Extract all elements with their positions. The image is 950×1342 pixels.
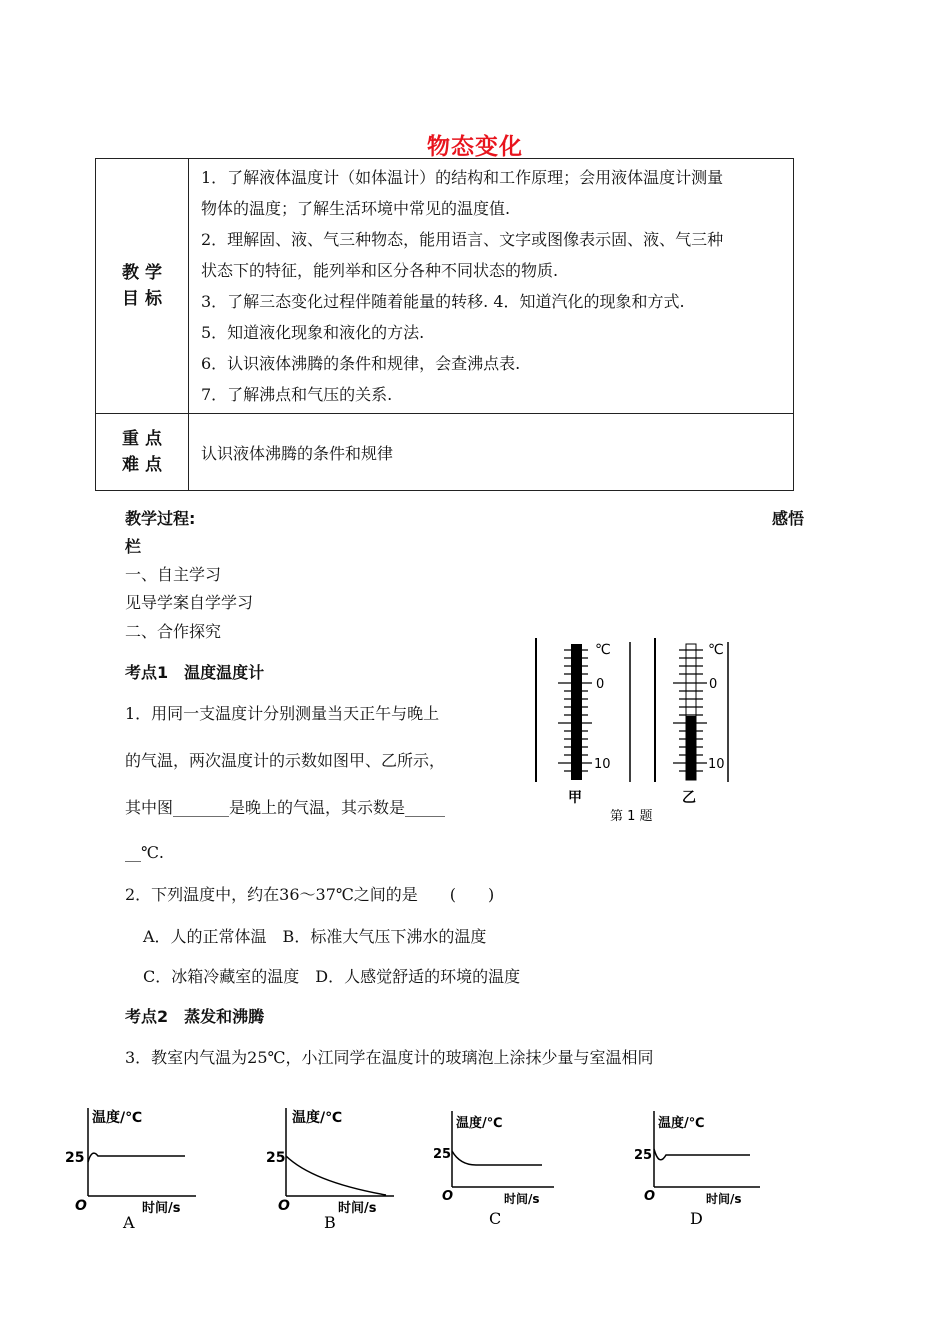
question-1-line: 的气温，两次温度计的示数如图甲、乙所示，: [125, 751, 446, 770]
side-column-label-tail: 栏: [125, 537, 142, 556]
jia-unit-label: ℃: [595, 642, 611, 658]
x-axis-label: 时间/s: [142, 1201, 181, 1216]
temperature-curve: [654, 1149, 750, 1160]
y-axis-label: 温度/℃: [292, 1110, 343, 1126]
section-self-study-text: 见导学案自学学习: [125, 593, 254, 612]
origin-label: O: [442, 1189, 454, 1204]
question-2-options-row1: A．人的正常体温 B．标准大气压下沸水的温度: [143, 927, 487, 946]
figure-caption: 第 1 题: [610, 809, 653, 824]
objective-line: 6．认识液体沸腾的条件和规律，会查沸点表.: [201, 354, 521, 373]
objective-line: 3．了解三态变化过程伴随着能量的转移. 4．知道汽化的现象和方式.: [201, 292, 685, 311]
objective-line: 1．了解液体温度计（如体温计）的结构和工作原理；会用液体温度计测量: [201, 168, 724, 187]
question-2: 2．下列温度中，约在36～37℃之间的是 ( ): [125, 885, 495, 904]
graph-option-b: [268, 1100, 398, 1230]
yi-unit-label: ℃: [708, 642, 724, 658]
objectives-table: [95, 158, 794, 491]
label-jia: 甲: [568, 790, 582, 806]
objective-line: 2．理解固、液、气三种物态，能用语言、文字或图像表示固、液、气三种: [201, 230, 724, 249]
thermometer-jia: [536, 638, 630, 806]
label-yi: 乙: [682, 790, 696, 806]
graph-option-c: [432, 1105, 562, 1230]
x-axis-label: 时间/s: [504, 1192, 540, 1206]
section-self-study: 一、自主学习: [125, 565, 222, 584]
question-2-options-row2: C．冰箱冷藏室的温度 D．人感觉舒适的环境的温度: [143, 967, 521, 986]
origin-label: O: [75, 1198, 87, 1214]
jia-tick-zero: 0: [596, 677, 605, 692]
side-column-label: 感悟: [772, 509, 805, 528]
objectives-content: [189, 159, 794, 414]
page-title: 物态变化: [427, 134, 523, 160]
origin-label: O: [278, 1198, 290, 1214]
question-1-line: 1．用同一支温度计分别测量当天正午与晚上: [125, 704, 440, 723]
topic1-heading: 考点1 温度温度计: [125, 663, 265, 682]
topic2-heading: 考点2 蒸发和沸腾: [125, 1007, 265, 1026]
temperature-curve: [452, 1151, 542, 1165]
y-axis-label: 温度/℃: [92, 1110, 143, 1126]
key-points-content: 认识液体沸腾的条件和规律: [189, 414, 794, 491]
key-points-label-cell: [96, 414, 189, 491]
objective-line: 物体的温度；了解生活环境中常见的温度值.: [201, 199, 511, 218]
origin-label: O: [644, 1189, 656, 1204]
x-axis-label: 时间/s: [338, 1201, 377, 1216]
y-axis-label: 温度/℃: [456, 1116, 503, 1131]
temperature-curve: [286, 1156, 386, 1195]
key-points-label-line2: 难 点: [122, 455, 162, 475]
thermometer-yi: [655, 638, 728, 806]
section-cooperation: 二、合作探究: [125, 622, 222, 641]
temperature-curve: [88, 1153, 185, 1162]
objectives-label-line1: 教 学: [122, 263, 162, 283]
question-1-line: 其中图_______是晚上的气温，其示数是_____: [125, 798, 446, 817]
tick-25: 25: [433, 1147, 452, 1162]
objective-line: 状态下的特征，能列举和区分各种不同状态的物质.: [201, 261, 559, 280]
objectives-label-cell: [96, 159, 189, 414]
tick-25: 25: [634, 1148, 653, 1163]
yi-tick-zero: 0: [709, 677, 718, 692]
jia-tick-ten: 10: [594, 757, 611, 772]
x-axis-label: 时间/s: [706, 1192, 742, 1206]
thermometer-figure: [528, 630, 740, 835]
objective-line: 7．了解沸点和气压的关系.: [201, 385, 393, 404]
key-points-label-line1: 重 点: [122, 429, 162, 449]
objective-line: 5．知道液化现象和液化的方法.: [201, 323, 425, 342]
option-letter: B: [324, 1213, 336, 1232]
option-letter: D: [690, 1209, 703, 1228]
y-axis-label: 温度/℃: [658, 1116, 705, 1131]
option-letter: C: [489, 1209, 502, 1228]
option-letter: A: [123, 1213, 135, 1232]
yi-tick-ten: 10: [708, 757, 725, 772]
graph-option-d: [632, 1105, 767, 1230]
question-1-line: __℃.: [125, 843, 164, 862]
tick-25: 25: [266, 1150, 286, 1166]
graph-option-a: [65, 1100, 200, 1232]
objectives-label-line2: 目 标: [122, 289, 162, 309]
process-heading: 教学过程:: [125, 509, 196, 528]
question-3: 3．教室内气温为25℃，小江同学在温度计的玻璃泡上涂抹少量与室温相同: [125, 1048, 654, 1067]
tick-25: 25: [65, 1150, 85, 1166]
